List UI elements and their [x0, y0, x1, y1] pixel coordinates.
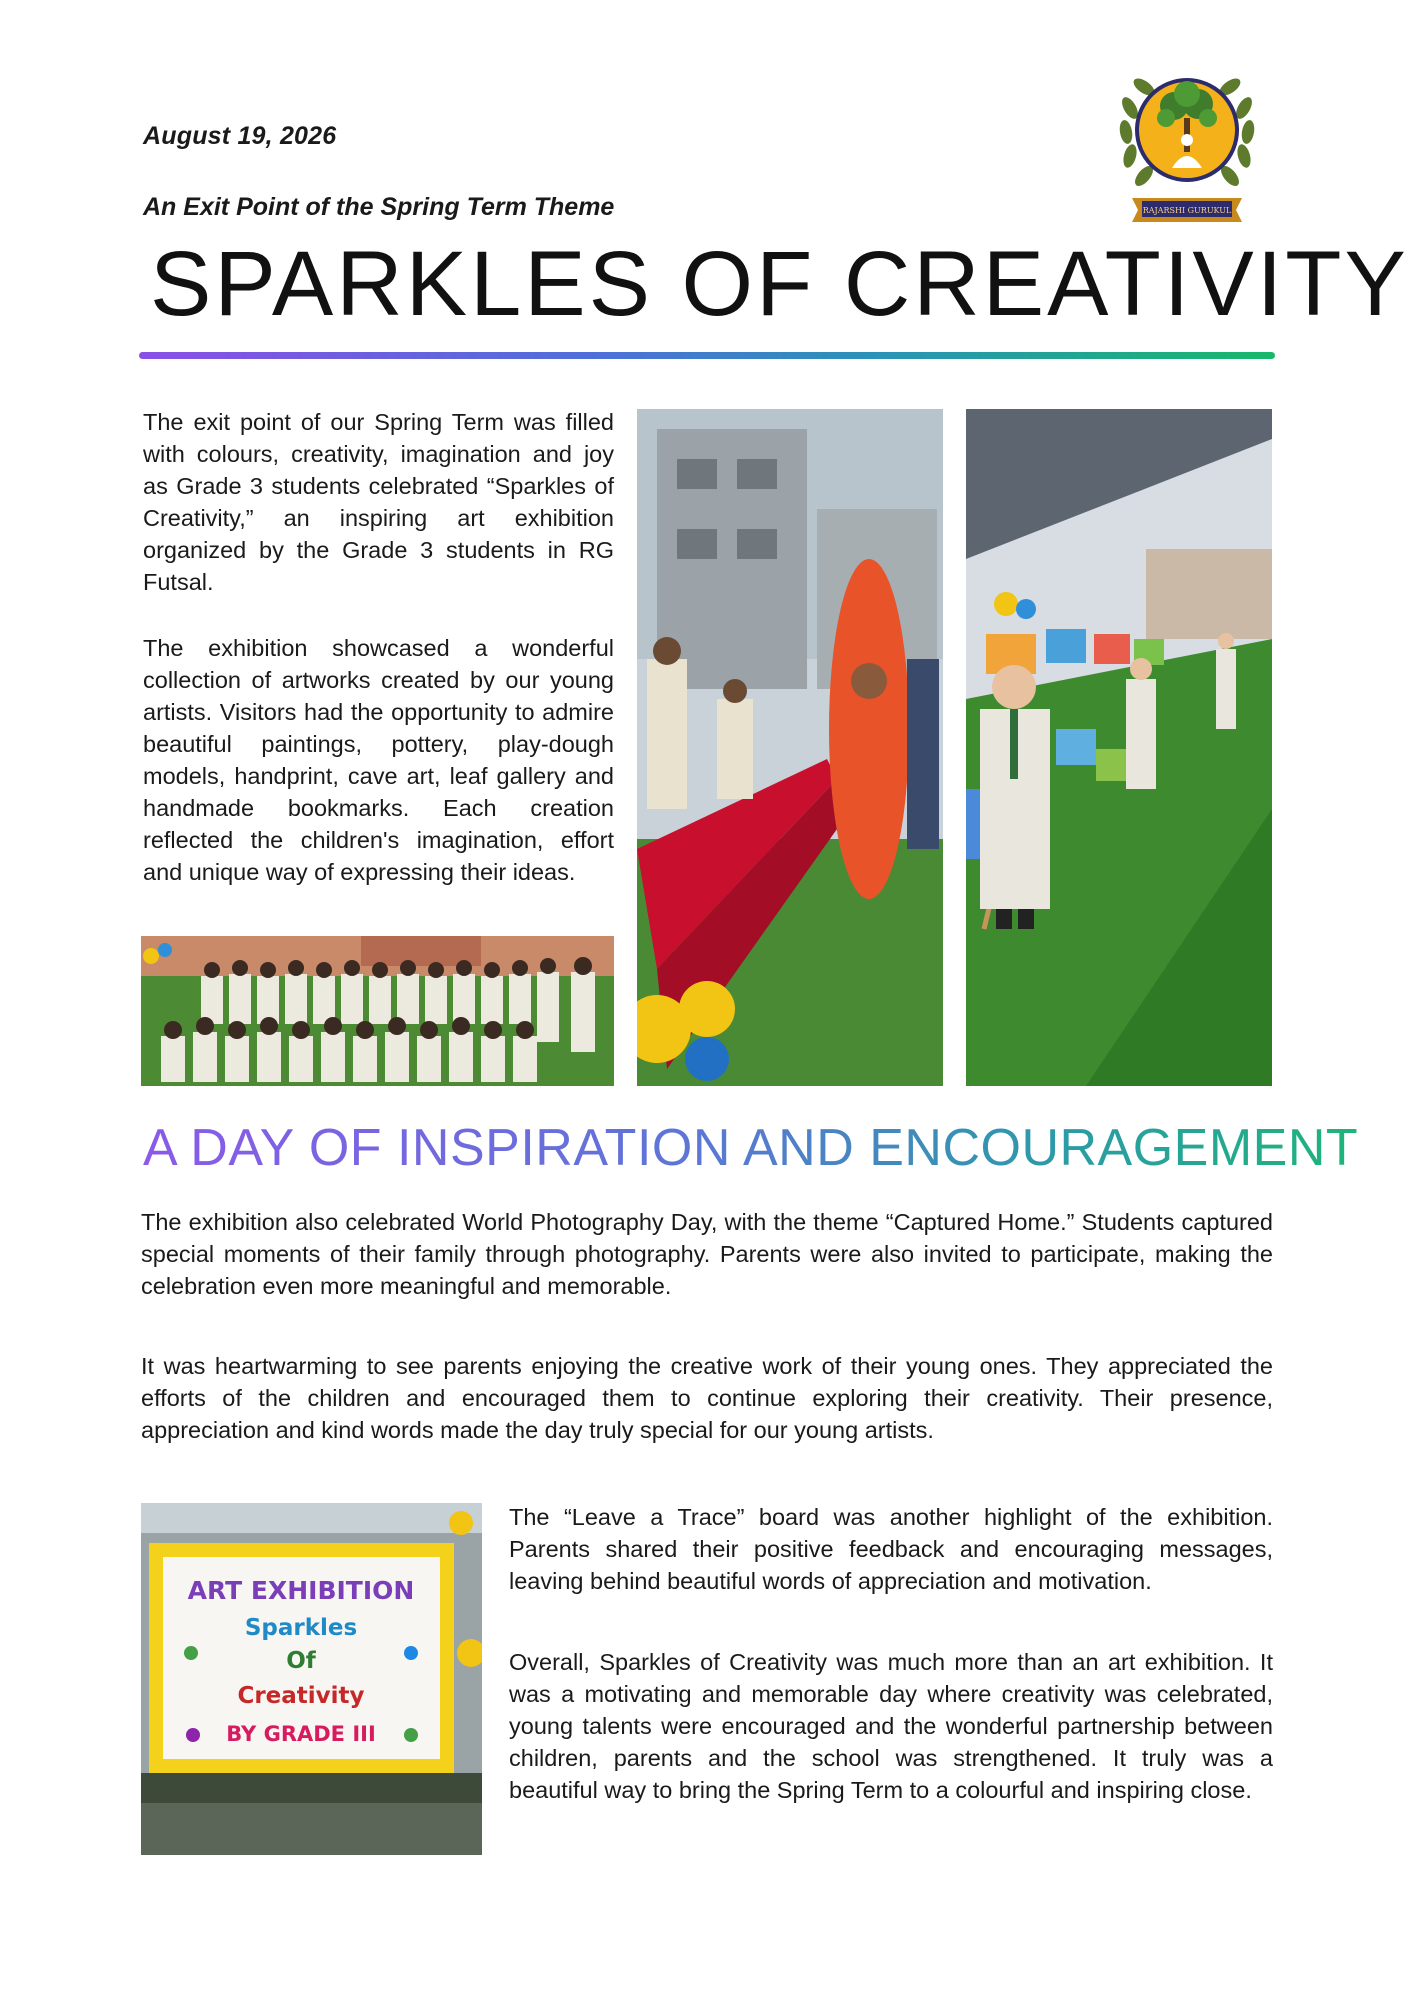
section-paragraph-4: Overall, Sparkles of Creativity was much more than an art exhibition. It was a motivating and memorable day where creativity was celebrated, young talents were encouraged and the wonderful partnership between children, parents and the school was strengthened. It truly was a beautiful way to bring the Spring Term to a colourful and inspiring close. — [509, 1649, 1273, 1803]
banner-line-3: Of — [286, 1648, 316, 1674]
section-heading: A DAY OF INSPIRATION AND ENCOURAGEMENT — [143, 1119, 1359, 1177]
photo-art-exhibition-banner — [141, 1503, 482, 1855]
section-paragraph-3: The “Leave a Trace” board was another highlight of the exhibition. Parents shared their positive feedback and encouraging messages, leaving behind beautiful words of appreciation and motivation. — [509, 1504, 1273, 1594]
page-title: SPARKLES OF CREATIVITY — [150, 233, 1409, 335]
banner-line-1: ART EXHIBITION — [187, 1576, 415, 1605]
school-logo — [1112, 60, 1262, 222]
photo-group-students — [141, 936, 614, 1086]
page-subtitle: An Exit Point of the Spring Term Theme — [143, 193, 615, 221]
section-paragraph-1: The exhibition also celebrated World Photography Day, with the theme “Captured Home.” Students captured special moments of their family through photography. Parents were also invited to participate, making the celebration even more meaningful and memorable. — [141, 1209, 1273, 1299]
intro-paragraph-2: The exhibition showcased a wonderful collection of artworks created by our young artists. Visitors had the opportunity to admire beautiful paintings, pottery, play-dough models, handprint, cave art, leaf gallery and handmade bookmarks. Each creation reflected the children's imagination, effort and unique way of expressing their ideas. — [143, 635, 614, 885]
section-paragraph-2: It was heartwarming to see parents enjoying the creative work of their young ones. They appreciated the efforts of the children and encouraged them to continue exploring their creativity. Their presence, appreciation and kind words made the day truly special for our young artists. — [141, 1353, 1273, 1443]
intro-paragraph-1: The exit point of our Spring Term was filled with colours, creativity, imagination and joy as Grade 3 students celebrated “Sparkles of Creativity,” an inspiring art exhibition organized by the Grade 3 students in RG Futsal. — [143, 409, 614, 595]
banner-line-2: Sparkles — [244, 1615, 358, 1641]
logo-caption: RAJARSHI GURUKUL — [1142, 206, 1232, 215]
banner-line-5: BY GRADE III — [226, 1722, 376, 1746]
publication-date: August 19, 2026 — [143, 122, 337, 150]
photo-parents-viewing-table — [637, 409, 943, 1086]
banner-line-4: Creativity — [237, 1683, 365, 1709]
photo-student-with-paintings — [966, 409, 1272, 1086]
title-divider — [139, 352, 1275, 359]
